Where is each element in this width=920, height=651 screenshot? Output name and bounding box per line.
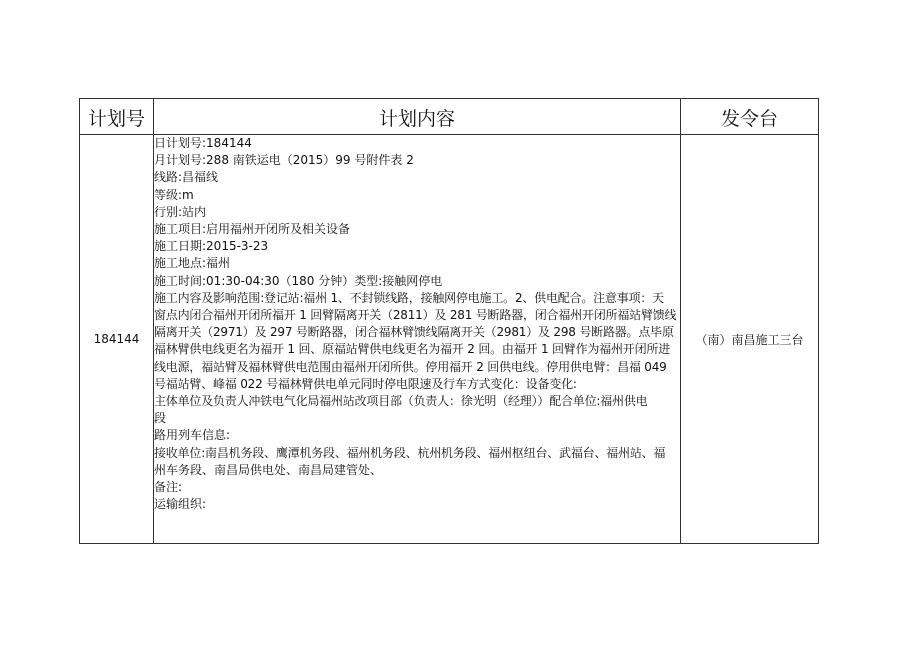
header-dispatch-station: 发令台	[681, 99, 819, 135]
construction-date: 施工日期:2015-3-23	[154, 239, 269, 254]
line-name: 线路:昌福线	[154, 170, 219, 185]
table-row	[80, 135, 819, 544]
construction-location: 施工地点:福州	[154, 256, 231, 271]
content-scope-line-6: 号福站臂、峰福 022 号福林臂供电单元同时停电限速及行车方式变化：设备变化:	[154, 376, 577, 391]
train-info: 路用列车信息:	[154, 428, 231, 443]
remarks: 备注:	[154, 480, 183, 495]
construction-plan-table	[79, 98, 819, 544]
responsible-unit-line-2: 段	[154, 411, 167, 426]
plan-number-cell: 184144	[80, 135, 154, 544]
construction-time: 施工时间:01:30-04:30（180 分钟）类型:接触网停电	[154, 273, 443, 288]
content-scope-line-3: 隔离开关（2971）及 297 号断路器，闭合福林臂馈线隔离开关（2981）及 298 号断路器。点毕原	[154, 325, 674, 340]
header-plan-content: 计划内容	[154, 99, 681, 135]
responsible-unit-line-1: 主体单位及负责人冲铁电气化局福州站改项目部（负责人：徐光明（经理））配合单位:福州供电	[154, 394, 648, 409]
content-scope-line-1: 施工内容及影响范围:登记站:福州 1、不封锁线路，接触网停电施工。2、供电配合。注意事项：天	[154, 290, 664, 305]
content-scope-line-4: 福林臂供电线更名为福开 1 回、原福站臂供电线更名为福开 2 回。由福开 1 回臂作为福州开闭所进	[154, 342, 670, 357]
table-header-row	[80, 99, 819, 135]
content-scope-line-5: 线电源，福站臂及福林臂供电范围由福州开闭所供。停用福开 2 回供电线。停用供电臂：昌福 049	[154, 359, 667, 374]
header-plan-no: 计划号	[80, 99, 154, 135]
grade: 等级:m	[154, 187, 194, 202]
receiving-units-line-1: 接收单位:南昌机务段、鹰潭机务段、福州机务段、杭州机务段、福州枢纽台、武福台、福州站、福	[154, 445, 666, 460]
transport-organization: 运输组织:	[154, 497, 207, 512]
dispatch-station-cell: （南）南昌施工三台	[681, 135, 819, 544]
receiving-units-line-2: 州车务段、南昌局供电处、南昌局建管处、	[154, 462, 383, 477]
monthly-plan-number: 月计划号:288 南铁运电（2015）99 号附件表 2	[154, 153, 414, 168]
plan-content-cell	[154, 135, 681, 544]
content-scope-line-2: 窗点内闭合福州开闭所福开 1 回臂隔离开关（2811）及 281 号断路器，闭合福州开闭所福站臂馈线	[154, 308, 677, 323]
daily-plan-number: 日计划号:184144	[154, 136, 252, 150]
track-direction: 行别:站内	[154, 204, 207, 219]
construction-project: 施工项目:启用福州开闭所及相关设备	[154, 222, 351, 237]
